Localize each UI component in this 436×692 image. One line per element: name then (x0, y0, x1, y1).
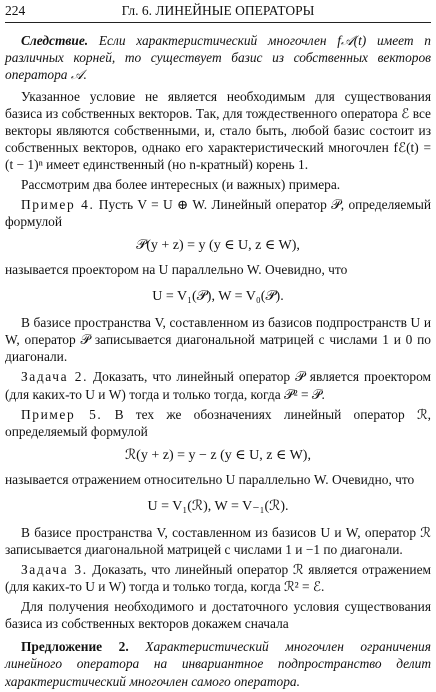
example-4 (5, 196, 431, 230)
corollary-label: Следствие. (21, 33, 89, 48)
task-3-text: Доказать, что линейный оператор ℛ является отражением (для каких-то U и W) тогда и только тогда, когда ℛ² = ℰ. (5, 562, 431, 595)
task-3-label: Задача 3. (21, 562, 88, 578)
example-4-label: Пример 4. (21, 196, 95, 212)
projector-eigenspaces: U = V₁(𝒫), W = V₀(𝒫). (152, 288, 284, 304)
proposition-text: Характеристический многочлен ограничения линейного оператора на инвариантное подпространство делит характеристический многочлен самого оператора. (5, 639, 431, 689)
proposition-2 (5, 638, 431, 690)
example-5 (5, 406, 431, 440)
reflection-basis: В базисе пространства V, составленном из базисов U и W, оператор ℛ записывается диагональной матрицей с числами 1 и −1 по диагонали. (5, 524, 431, 558)
projector-formula: 𝒫(y + z) = y (y ∈ U, z ∈ W), (136, 238, 300, 254)
paragraph-lead-in: Для получения необходимого и достаточного условия существования базиса из собственных векторов докажем сначала (5, 598, 431, 631)
example-5-label: Пример 5. (21, 406, 103, 422)
projector-definition: называется проектором на U параллельно W. Очевидно, что (5, 262, 348, 278)
example-5-text: В тех же обозначениях линейный оператор ℛ, определяемый формулой (5, 406, 431, 440)
reflection-definition: называется отражением относительно U параллельно W. Очевидно, что (5, 472, 415, 488)
corollary-text: Если характеристический многочлен f𝒜(t) имеет n различных корней, то существует базис из собственных векторов оператора 𝒜. (5, 33, 431, 83)
task-3 (5, 561, 431, 595)
page-number: 224 (5, 3, 26, 18)
task-2-label: Задача 2. (21, 369, 89, 385)
running-header (5, 0, 431, 23)
task-2-text: Доказать, что линейный оператор 𝒫 является проектором (для каких-то U и W) тогда и только тогда, когда 𝒫² = 𝒫. (5, 369, 431, 402)
paragraph-non-necessity: Указанное условие не является необходимым для существования базиса из собственных векторов. Так, для тождественного оператора ℰ все векторы являются собственными, и, стало быть, любой базис состоит из собственных векторов, однако его характеристический многочлен fℰ(t) = (t − 1)ⁿ имеет единственный (но n-кратный) корень 1. (5, 88, 431, 173)
projector-basis: В базисе пространства V, составленном из базисов подпространств U и W, оператор 𝒫 записывается диагональной матрицей с числами 1 и 0 по диагонали. (5, 314, 431, 365)
proposition-label: Предложение 2. (21, 639, 129, 655)
page-body (5, 28, 431, 690)
reflection-eigenspaces: U = V₁(ℛ), W = V₋₁(ℛ). (147, 498, 289, 514)
chapter-title: Гл. 6. ЛИНЕЙНЫЕ ОПЕРАТОРЫ (121, 3, 315, 18)
paragraph-two-examples: Рассмотрим два более интересных (и важных) примера. (21, 176, 341, 192)
reflection-formula: ℛ(y + z) = y − z (y ∈ U, z ∈ W), (125, 448, 311, 464)
example-4-text: Пусть V = U ⊕ W. Линейный оператор 𝒫, определяемый формулой (5, 196, 431, 230)
task-2 (5, 368, 431, 402)
corollary (5, 32, 431, 84)
